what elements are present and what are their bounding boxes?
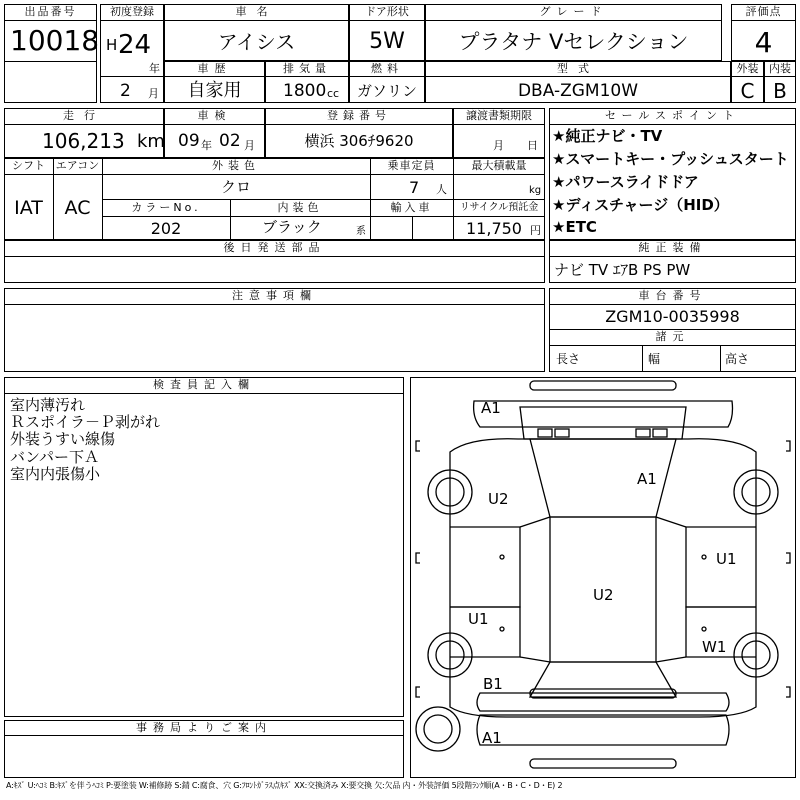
dimensions-header: 諸元 [655, 330, 690, 343]
grade-value: プラタナ Vセレクション [458, 30, 689, 54]
month-unit: 月 [148, 87, 159, 100]
color-no-header: カラーNo. [131, 201, 201, 214]
registration-value: 横浜 306ﾁ9620 [304, 132, 414, 150]
model-code-header: 型式 [557, 62, 599, 75]
lot-no-value: 10018 [10, 24, 100, 57]
damage-mark-right-rear: W1 [702, 638, 727, 656]
sales-point-item: ★パワースライドドア [552, 173, 699, 191]
interior-grade-value: B [773, 79, 787, 103]
inspection-month-unit: 月 [244, 139, 255, 152]
exterior-header: 外装 [736, 62, 759, 75]
inspector-header: 検査員記入欄 [153, 378, 255, 391]
damage-mark-hood: A1 [637, 470, 657, 488]
int-color-value: ブラック [262, 218, 322, 236]
transfer-day-label: 日 [527, 139, 538, 152]
sales-point-item: ★純正ナビ・TV [552, 127, 663, 145]
history-value: 自家用 [187, 80, 242, 101]
car-name-header: 車名 [235, 5, 278, 18]
deferred-parts-header: 後日発送部品 [223, 241, 326, 254]
sales-points-header: セールスポイント [604, 109, 740, 122]
legend-text: A:ｷｽﾞ U:ﾍｺﾐ B:ｷｽﾞを伴うﾍｺﾐ P:要塗装 W:補修跡 S:錆 C:腐食、穴 G:ﾌﾛﾝﾄｶﾞﾗｽ点ｷｽﾞ XX:交換済み X:要交換 欠:欠品 内・外装評価 5段階ﾗﾝｸ順(A・B・C・D・E) 2 [6, 781, 563, 790]
sales-point-item: ★ディスチャージ（HID） [552, 196, 729, 214]
mileage-unit: km [137, 131, 165, 152]
aircon-header: エアコン [55, 159, 100, 172]
int-color-suffix: 系 [356, 226, 366, 237]
ext-color-header: 外装色 [212, 159, 260, 172]
capacity-unit: 人 [436, 183, 447, 196]
load-unit: kg [529, 185, 542, 196]
notes-header: 注意事項欄 [232, 289, 317, 302]
recycle-unit: 円 [530, 224, 541, 237]
model-code-value: DBA-ZGM10W [517, 81, 639, 101]
year-value: 24 [118, 30, 152, 60]
shift-header: シフト [12, 159, 45, 172]
transfer-doc-header: 譲渡書類期限 [466, 109, 532, 122]
displacement-value: 1800 [283, 81, 327, 101]
import-car-header: 輸入車 [390, 201, 433, 214]
genuine-equip-value: ナビ TV ｴｱB PS PW [554, 261, 691, 279]
inspector-note: 室内薄汚れ [10, 396, 86, 414]
car-diagram [410, 377, 796, 778]
inspector-note: 外装うすい線傷 [10, 430, 116, 448]
ext-color-value: クロ [220, 178, 251, 196]
fuel-value: ガソリン [356, 82, 417, 100]
capacity-value: 7 [409, 178, 420, 197]
rating-header: 評価点 [745, 5, 782, 18]
inspection-year-unit: 年 [201, 139, 212, 152]
color-no-value: 202 [150, 219, 182, 238]
capacity-header: 乗車定員 [387, 159, 436, 172]
damage-mark-roof: U2 [593, 586, 614, 604]
lot-no-header: 出品番号 [24, 5, 77, 18]
inspector-note: バンパー下Ａ [10, 448, 99, 466]
grade-header: グレード [539, 5, 608, 18]
fuel-header: 燃料 [371, 62, 403, 75]
inspection-header: 車検 [197, 109, 232, 122]
displacement-unit: cc [327, 87, 340, 100]
door-type-value: 5W [369, 29, 405, 54]
displacement-header: 排気量 [283, 62, 331, 75]
registration-header: 登録番号 [327, 109, 391, 122]
chassis-header: 車台番号 [638, 289, 707, 302]
damage-mark-left-front-fender: U2 [488, 490, 509, 508]
inspector-note: Ｒスポイラ－Ｐ剥がれ [10, 413, 161, 431]
rating-value: 4 [754, 26, 773, 59]
door-type-header: ドア形状 [365, 5, 409, 18]
damage-mark-front-top: A1 [481, 399, 501, 417]
dim-width-label: 幅 [648, 352, 661, 366]
genuine-equip-header: 純正装備 [638, 241, 707, 254]
damage-mark-rear-bumper: A1 [482, 729, 502, 747]
first-reg-header: 初度登録 [110, 5, 154, 18]
inspection-month: 02 [219, 131, 241, 151]
office-header: 事務局よりご案内 [136, 721, 272, 734]
damage-mark-left-rear-quarter: B1 [483, 675, 503, 693]
month-value: 2 [120, 81, 131, 101]
max-load-header: 最大積載量 [471, 159, 527, 172]
damage-mark-left-rear-door: U1 [468, 610, 489, 628]
sales-point-item: ★スマートキー・プッシュスタート [552, 150, 789, 168]
mileage-value: 106,213 [42, 129, 125, 153]
inspection-year: 09 [178, 131, 200, 151]
dim-height-label: 高さ [725, 352, 750, 366]
dim-length-label: 長さ [556, 352, 581, 366]
inspector-note: 室内内張傷小 [10, 465, 101, 483]
car-name-value: アイシス [217, 30, 296, 54]
mileage-header: 走行 [63, 109, 105, 122]
int-color-header: 内装色 [277, 201, 323, 214]
era-value: H [106, 36, 118, 54]
recycle-header: リサイクル預託金 [459, 202, 539, 213]
recycle-value: 11,750 [466, 219, 522, 238]
chassis-value: ZGM10-0035998 [605, 307, 740, 326]
shift-value: IAT [14, 197, 43, 219]
interior-header: 内装 [769, 62, 791, 75]
damage-mark-right-front-door: U1 [716, 550, 737, 568]
transfer-month-label: 月 [493, 139, 504, 152]
history-header: 車歴 [197, 62, 232, 75]
year-unit: 年 [149, 62, 160, 75]
exterior-grade-value: C [740, 79, 755, 103]
aircon-value: AC [64, 197, 91, 219]
sales-point-item: ★ETC [552, 218, 597, 236]
